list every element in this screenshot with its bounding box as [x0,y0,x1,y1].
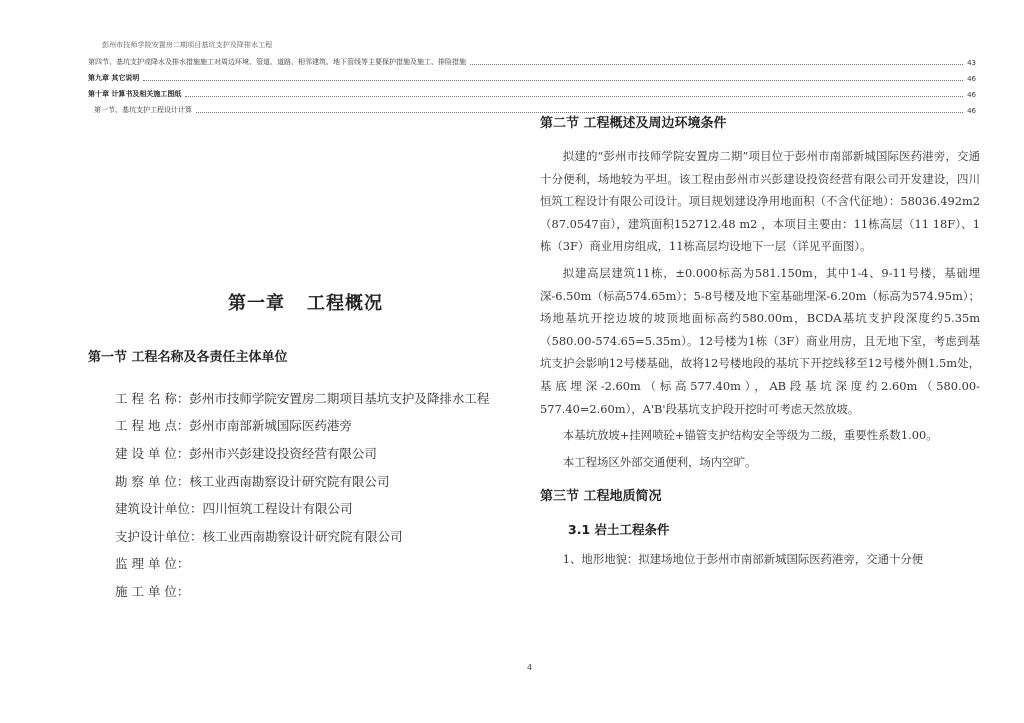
info-label: 监 理 单 位： [115,556,190,572]
toc-leader-dots [143,80,963,81]
page-number: 4 [527,663,533,672]
info-value: 彭州市南部新城国际医药港旁 [189,418,352,434]
toc-page-number: 46 [967,75,976,83]
running-header: 彭州市技师学院安置房二期项目基坑支护及降排水工程 [102,41,273,49]
paragraph: 拟建高层建筑11栋，±0.000标高为581.150m，其中1-4、9-11号楼，基础埋深-6.50m（标高574.65m）；5-8号楼及地下室基础埋深-6.20m（标高为574.95m）；场地基坑开挖边坡的坡顶地面标高约580.00m，BCDA基坑支护段深度约5.35m（580.00-574.65=5.35m）。12号楼为1栋（3F）商业用房，且无地下室，考虑到基坑支护会影响12号楼基础，故将12号楼地段的基坑下开挖线移至12号楼外侧1.5m处，基底埋深-2.60m（标高577.40m），AB段基坑深度约2.60m（580.00-577.40=2.60m），A'B'段基坑支护段开挖时可考虑天然放坡。 [540,265,980,416]
paragraph: 1、地形地貌：拟建场地位于彭州市南部新城国际医药港旁，交通十分便 [562,552,924,567]
info-value: 彭州市兴彭建设投资经营有限公司 [189,445,377,461]
info-label: 建筑设计单位： [115,501,203,517]
info-row-supervisor [115,550,525,578]
info-row-contractor [115,577,525,605]
info-label: 施 工 单 位： [115,583,190,599]
toc-entry-text: 第四节、基坑支护或降水及排水措施施工对周边环境、管道、道路、相邻建筑、地下管线等主要保护措施及施工、排险措施 [88,58,466,66]
table-of-contents [88,51,976,115]
section-3-title: 第三节 工程地质简况 [540,489,662,505]
right-column [540,112,980,571]
info-value: 彭州市技师学院安置房二期项目基坑支护及降排水工程 [189,390,490,406]
toc-page-number: 43 [967,59,976,67]
info-row-developer [115,439,525,467]
info-row-project-name [115,384,525,412]
toc-entry[interactable] [88,67,976,83]
info-row-architect [115,494,525,522]
section-1-title: 第一节 工程名称及各责任主体单位 [88,350,288,365]
info-label: 工 程 名 称： [115,390,190,406]
toc-page-number: 46 [967,91,976,99]
paragraph: 拟建的“彭州市技师学院安置房二期”项目位于彭州市南部新城国际医药港旁，交通十分便利，场地较为平坦。该工程由彭州市兴彭建设投资经营有限公司开发建设，四川恒筑工程设计有限公司设计。项目规划建设净用地面积（不含代征地）：58036.492m2（87.0547亩），建筑面积152712.48 m2 ，本项目主要由：11栋高层（11 18F）、1栋（3F）商业用房组成，11栋高层均设地下一层（详见平面图）。 [540,149,980,254]
toc-leader-dots [470,64,963,65]
toc-page-number: 46 [967,107,976,115]
section-2-title: 第二节 工程概述及周边环境条件 [540,116,727,131]
toc-leader-dots [185,96,963,97]
subsection-title: 3.1 岩土工程条件 [568,522,670,538]
info-value: 核工业西南勘察设计研究院有限公司 [202,528,403,544]
toc-entry[interactable] [88,83,976,99]
info-value: 核工业西南勘察设计研究院有限公司 [189,473,390,489]
info-row-survey [115,467,525,495]
info-label: 工 程 地 点： [115,418,190,434]
info-label: 建 设 单 位： [115,445,190,461]
toc-entry-text: 第九章 其它说明 [88,74,140,82]
chapter-heading [228,289,383,315]
paragraph: 本工程场区外部交通便利，场内空旷。 [562,454,757,469]
project-info-list [115,384,525,605]
info-row-support-design [115,522,525,550]
info-label: 支护设计单位： [115,528,203,544]
info-label: 勘 察 单 位： [115,473,190,489]
paragraph: 本基坑放坡+挂网喷砼+锚管支护结构安全等级为二级，重要性系数1.00。 [562,428,938,443]
toc-entry[interactable] [88,51,976,67]
info-row-location [115,412,525,440]
toc-entry-text: 第十章 计算书及相关施工图纸 [88,90,182,98]
chapter-label: 第一章 [228,293,285,314]
toc-entry-text: 第一节、基坑支护工程设计计算 [94,106,192,114]
chapter-title: 工程概况 [307,293,383,314]
info-value: 四川恒筑工程设计有限公司 [202,501,353,517]
